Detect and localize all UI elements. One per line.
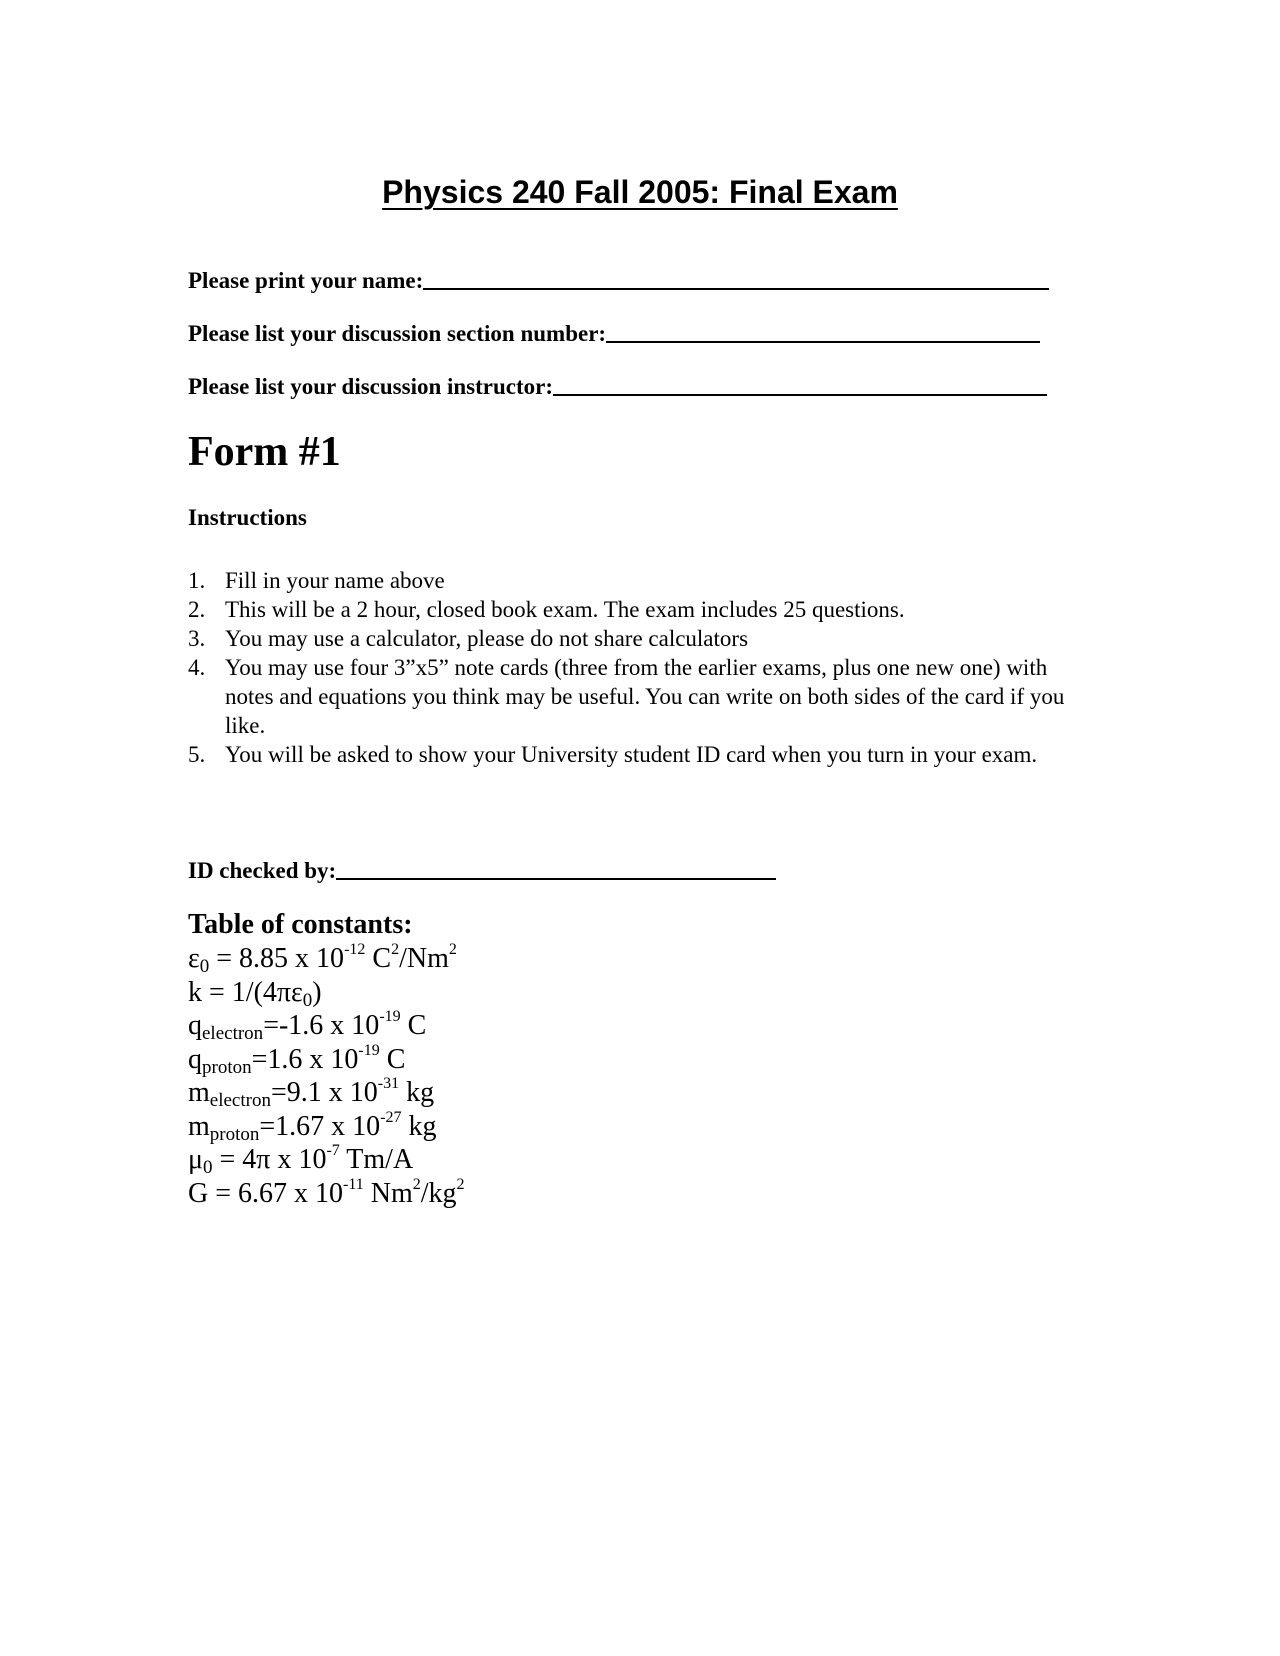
constant-subscript: 0 (302, 989, 313, 1011)
constant-value: =-1.6 x 10 (263, 1010, 380, 1041)
instructions-list (188, 566, 1088, 769)
constant-unit: kg (401, 1110, 437, 1142)
constant-symbol: μ (188, 1144, 204, 1175)
list-item-text: This will be a 2 hour, closed book exam. The exam includes 25 questions. (225, 597, 905, 622)
constant-unit-rest: /Nm (399, 943, 449, 974)
constant-unit-rest: /kg (420, 1177, 457, 1209)
name-field-label: Please print your name: (188, 268, 424, 293)
list-item (188, 740, 1088, 769)
constant-exponent: -31 (377, 1075, 400, 1092)
unit-exponent: 2 (456, 1175, 465, 1193)
name-field[interactable] (188, 268, 1049, 294)
constant-symbol: m (188, 1110, 210, 1142)
constant-unit: Nm (363, 1177, 413, 1209)
constant-symbol: m (188, 1077, 210, 1108)
constant-value: =9.1 x 10 (270, 1077, 378, 1108)
constant-subscript: proton (202, 1056, 252, 1078)
constant-value: = 8.85 x 10 (209, 943, 345, 974)
name-blank-line[interactable] (423, 286, 1049, 290)
constant-value-end: ) (312, 976, 322, 1008)
constant-exponent: -19 (379, 1008, 401, 1025)
constant-subscript: proton (209, 1123, 260, 1145)
page-title: Physics 240 Fall 2005: Final Exam (382, 174, 898, 210)
constant-G (188, 1177, 465, 1211)
constant-value: =1.6 x 10 (251, 1043, 359, 1075)
constant-symbol: q (188, 1010, 202, 1041)
list-item-text: You may use four 3”x5” note cards (three from the earlier exams, plus one new one) with notes and equations you think may be useful. You can write on both sides of the card if you like. (225, 655, 1065, 738)
constant-q-proton (188, 1043, 465, 1077)
unit-exponent: 2 (391, 941, 400, 958)
constant-exponent: -19 (358, 1041, 380, 1059)
constant-unit: C (379, 1043, 406, 1075)
unit-exponent: 2 (412, 1175, 421, 1193)
section-number-label: Please list your discussion section number: (188, 321, 607, 346)
constant-epsilon0 (188, 942, 465, 976)
id-checked-field[interactable] (188, 858, 776, 884)
constant-value: k = 1/(4πε (188, 976, 303, 1008)
list-item (188, 566, 1088, 595)
list-item-number: 3. (188, 626, 206, 651)
id-checked-blank-line[interactable] (336, 876, 776, 880)
list-item (188, 653, 1088, 740)
list-item-number: 4. (188, 655, 206, 680)
constant-exponent: -7 (326, 1142, 340, 1159)
constant-m-electron (188, 1076, 465, 1110)
list-item-number: 2. (188, 597, 206, 622)
constant-unit: kg (399, 1077, 435, 1108)
constant-m-proton (188, 1110, 465, 1144)
list-item-text: You will be asked to show your University student ID card when you turn in your exam. (225, 742, 1038, 767)
form-number-heading: Form #1 (188, 429, 341, 475)
list-item-number: 1. (188, 568, 206, 593)
constant-q-electron (188, 1009, 465, 1043)
section-number-blank-line[interactable] (606, 339, 1040, 343)
constants-heading: Table of constants: (188, 909, 413, 940)
list-item-number: 5. (188, 742, 206, 767)
constant-subscript: electron (209, 1090, 271, 1111)
constant-subscript: 0 (199, 956, 210, 977)
constant-subscript: electron (202, 1023, 264, 1044)
constant-exponent: -27 (380, 1108, 402, 1126)
constant-subscript: 0 (203, 1157, 213, 1178)
constant-symbol: q (188, 1043, 202, 1075)
constant-symbol: ε (188, 943, 200, 974)
constant-value: = 4π x 10 (212, 1144, 327, 1175)
constant-mu0 (188, 1143, 465, 1177)
constant-unit: Tm/A (339, 1144, 414, 1175)
constant-unit: C (400, 1010, 427, 1041)
constants-table (188, 908, 465, 1210)
section-number-field[interactable] (188, 321, 1040, 347)
list-item (188, 595, 1088, 624)
constant-exponent: -11 (343, 1175, 364, 1193)
constant-k (188, 976, 465, 1010)
constant-unit: C (365, 943, 392, 974)
list-item-text: You may use a calculator, please do not share calculators (225, 626, 749, 651)
instructor-label: Please list your discussion instructor: (188, 374, 554, 399)
id-checked-label: ID checked by: (188, 858, 337, 883)
unit-exponent: 2 (448, 941, 457, 958)
list-item-text: Fill in your name above (225, 568, 445, 593)
instructions-heading: Instructions (188, 505, 307, 530)
constant-value: G = 6.67 x 10 (188, 1177, 344, 1209)
list-item (188, 624, 1088, 653)
constant-exponent: -12 (344, 941, 366, 958)
instructor-blank-line[interactable] (553, 392, 1047, 396)
constant-value: =1.67 x 10 (259, 1110, 381, 1142)
instructor-field[interactable] (188, 374, 1047, 400)
